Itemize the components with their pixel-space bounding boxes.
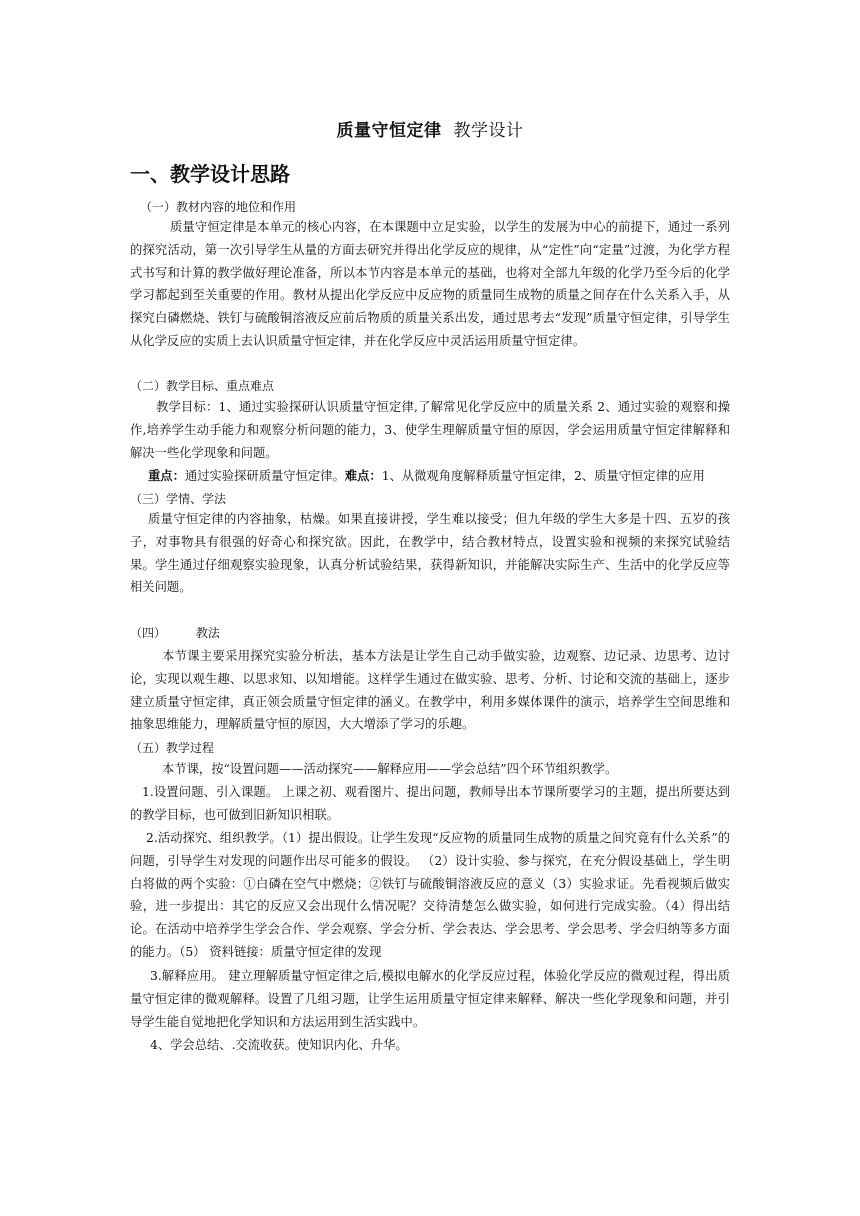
subsection-4-title: 教法	[195, 626, 220, 640]
document-title	[0, 116, 860, 141]
paragraph-1: 质量守恒定律是本单元的核心内容，在本课题中立足实验，以学生的发展为中心的前提下，通过一系列的探究活动，第一次引导学生从量的方面去研究并得出化学反应的规律，从“定性”向“定量”过渡，为化学方程式书写和计算的教学做好理论准备，所以本节内容是本单元的基础，也将对全部九年级的化学乃至今后的化学学习都起到至关重要的作用。教材从提出化学反应中反应物的质量同生成物的质量之间存在什么关系入手，从探究白磷燃烧、铁钉与硫酸铜溶液反应前后物质的质量关系出发，通过思考去“发现”质量守恒定律，引导学生从化学反应的实质上去认识质量守恒定律，并在化学反应中灵活运用质量守恒定律。	[130, 220, 730, 348]
subsection-heading-5: （五）教学过程	[130, 741, 215, 755]
title-sub: 教学设计	[453, 121, 524, 141]
paragraph-5-intro: 本节课，按“设置问题——活动探究——解释应用——学会总结”四个环节组织教学。	[162, 762, 618, 776]
difficulty-label: 难点：	[344, 468, 382, 483]
paragraph-3: 质量守恒定律的内容抽象，枯燥。如果直接讲授，学生难以接受；但九年级的学生大多是十四、五岁的孩子，对事物具有很强的好奇心和探究欲。因此，在教学中，结合教材特点，设置实验和视频的来探究试验结果。学生通过仔细观察实验现象，认真分析试验结果，获得新知识，并能解决实际生产、生活中的化学反应等相关问题。	[130, 512, 730, 595]
paragraph-step-3: 3.解释应用。 建立理解质量守恒定律之后,模拟电解水的化学反应过程，体验化学反应的微观过程，得出质量守恒定律的微观解释。设置了几组习题，让学生运用质量守恒定律来解释、解决一些化学现象和问题，并引导学生能自觉地把化学知识和方法运用到生活实践中。	[130, 969, 730, 1029]
section-heading-1: 一、教学设计思路	[130, 162, 290, 186]
difficulty-text: 1、从微观角度解释质量守恒定律，2、质量守恒定律的应用	[381, 469, 705, 483]
paragraph-step-2: 2.活动探究、组织教学。（1）提出假设。让学生发现“反应物的质量同生成物的质量之间究竟有什么关系”的问题，引导学生对发现的问题作出尽可能多的假设。 （2）设计实验、参与探究，在充分假设基础上，学生明白将做的两个实验：①白磷在空气中燃烧；②铁钉与硫酸铜溶液反应的意义（3）实验求证。先看视频后做实验，进一步提出：其它的反应又会出现什么情况呢？交待清楚怎么做实验，如何进行完成实验。（4）得出结论。在活动中培养学生学会合作、学会观察、学会分析、学会表达、学会思考、学会思考、学会归纳等多方面的能力。（5） 资料链接：质量守恒定律的发现	[130, 831, 730, 959]
key-text: 通过实验探研质量守恒定律。	[184, 469, 345, 483]
key-label: 重点：	[148, 468, 185, 483]
subsection-heading-2: （二）教学目标、重点难点	[130, 379, 275, 393]
key-difficulty-line	[130, 465, 730, 488]
paragraph-goals: 教学目标：1、通过实验探研认识质量守恒定律,了解常见化学反应中的质量关系 2、通过实验的观察和操作,培养学生动手能力和观察分析问题的能力，3、使学生理解质量守恒的原因，学会运用质量守恒定律解释和解决一些化学现象和问题。	[130, 400, 730, 460]
subsection-heading-3: （三）学情、学法	[130, 492, 227, 506]
subsection-4-number: （四）	[130, 626, 167, 640]
subsection-heading-1: （一）教材内容的地位和作用	[140, 200, 297, 214]
subsection-heading-4	[130, 624, 220, 641]
paragraph-4: 本节课主要采用探究实验分析法，基本方法是让学生自己动手做实验，边观察、边记录、边思考、边讨论，实现以观生趣、以思求知、以知增能。这样学生通过在做实验、思考、分析、讨论和交流的基础上，逐步建立质量守恒定律，真正领会质量守恒定律的涵义。在教学中，利用多媒体课件的演示，培养学生空间思维和抽象思维能力，理解质量守恒的原因，大大增添了学习的乐趣。	[130, 649, 730, 732]
paragraph-step-4: 4、学会总结、.交流收获。使知识内化、升华。	[150, 1038, 408, 1052]
paragraph-step-1: 1.设置问题、引入课题。 上课之初、观看图片、提出问题，教师导出本节课所要学习的主题，提出所要达到的教学目标，也可做到旧新知识相联。	[130, 785, 730, 822]
title-main: 质量守恒定律	[336, 121, 442, 141]
